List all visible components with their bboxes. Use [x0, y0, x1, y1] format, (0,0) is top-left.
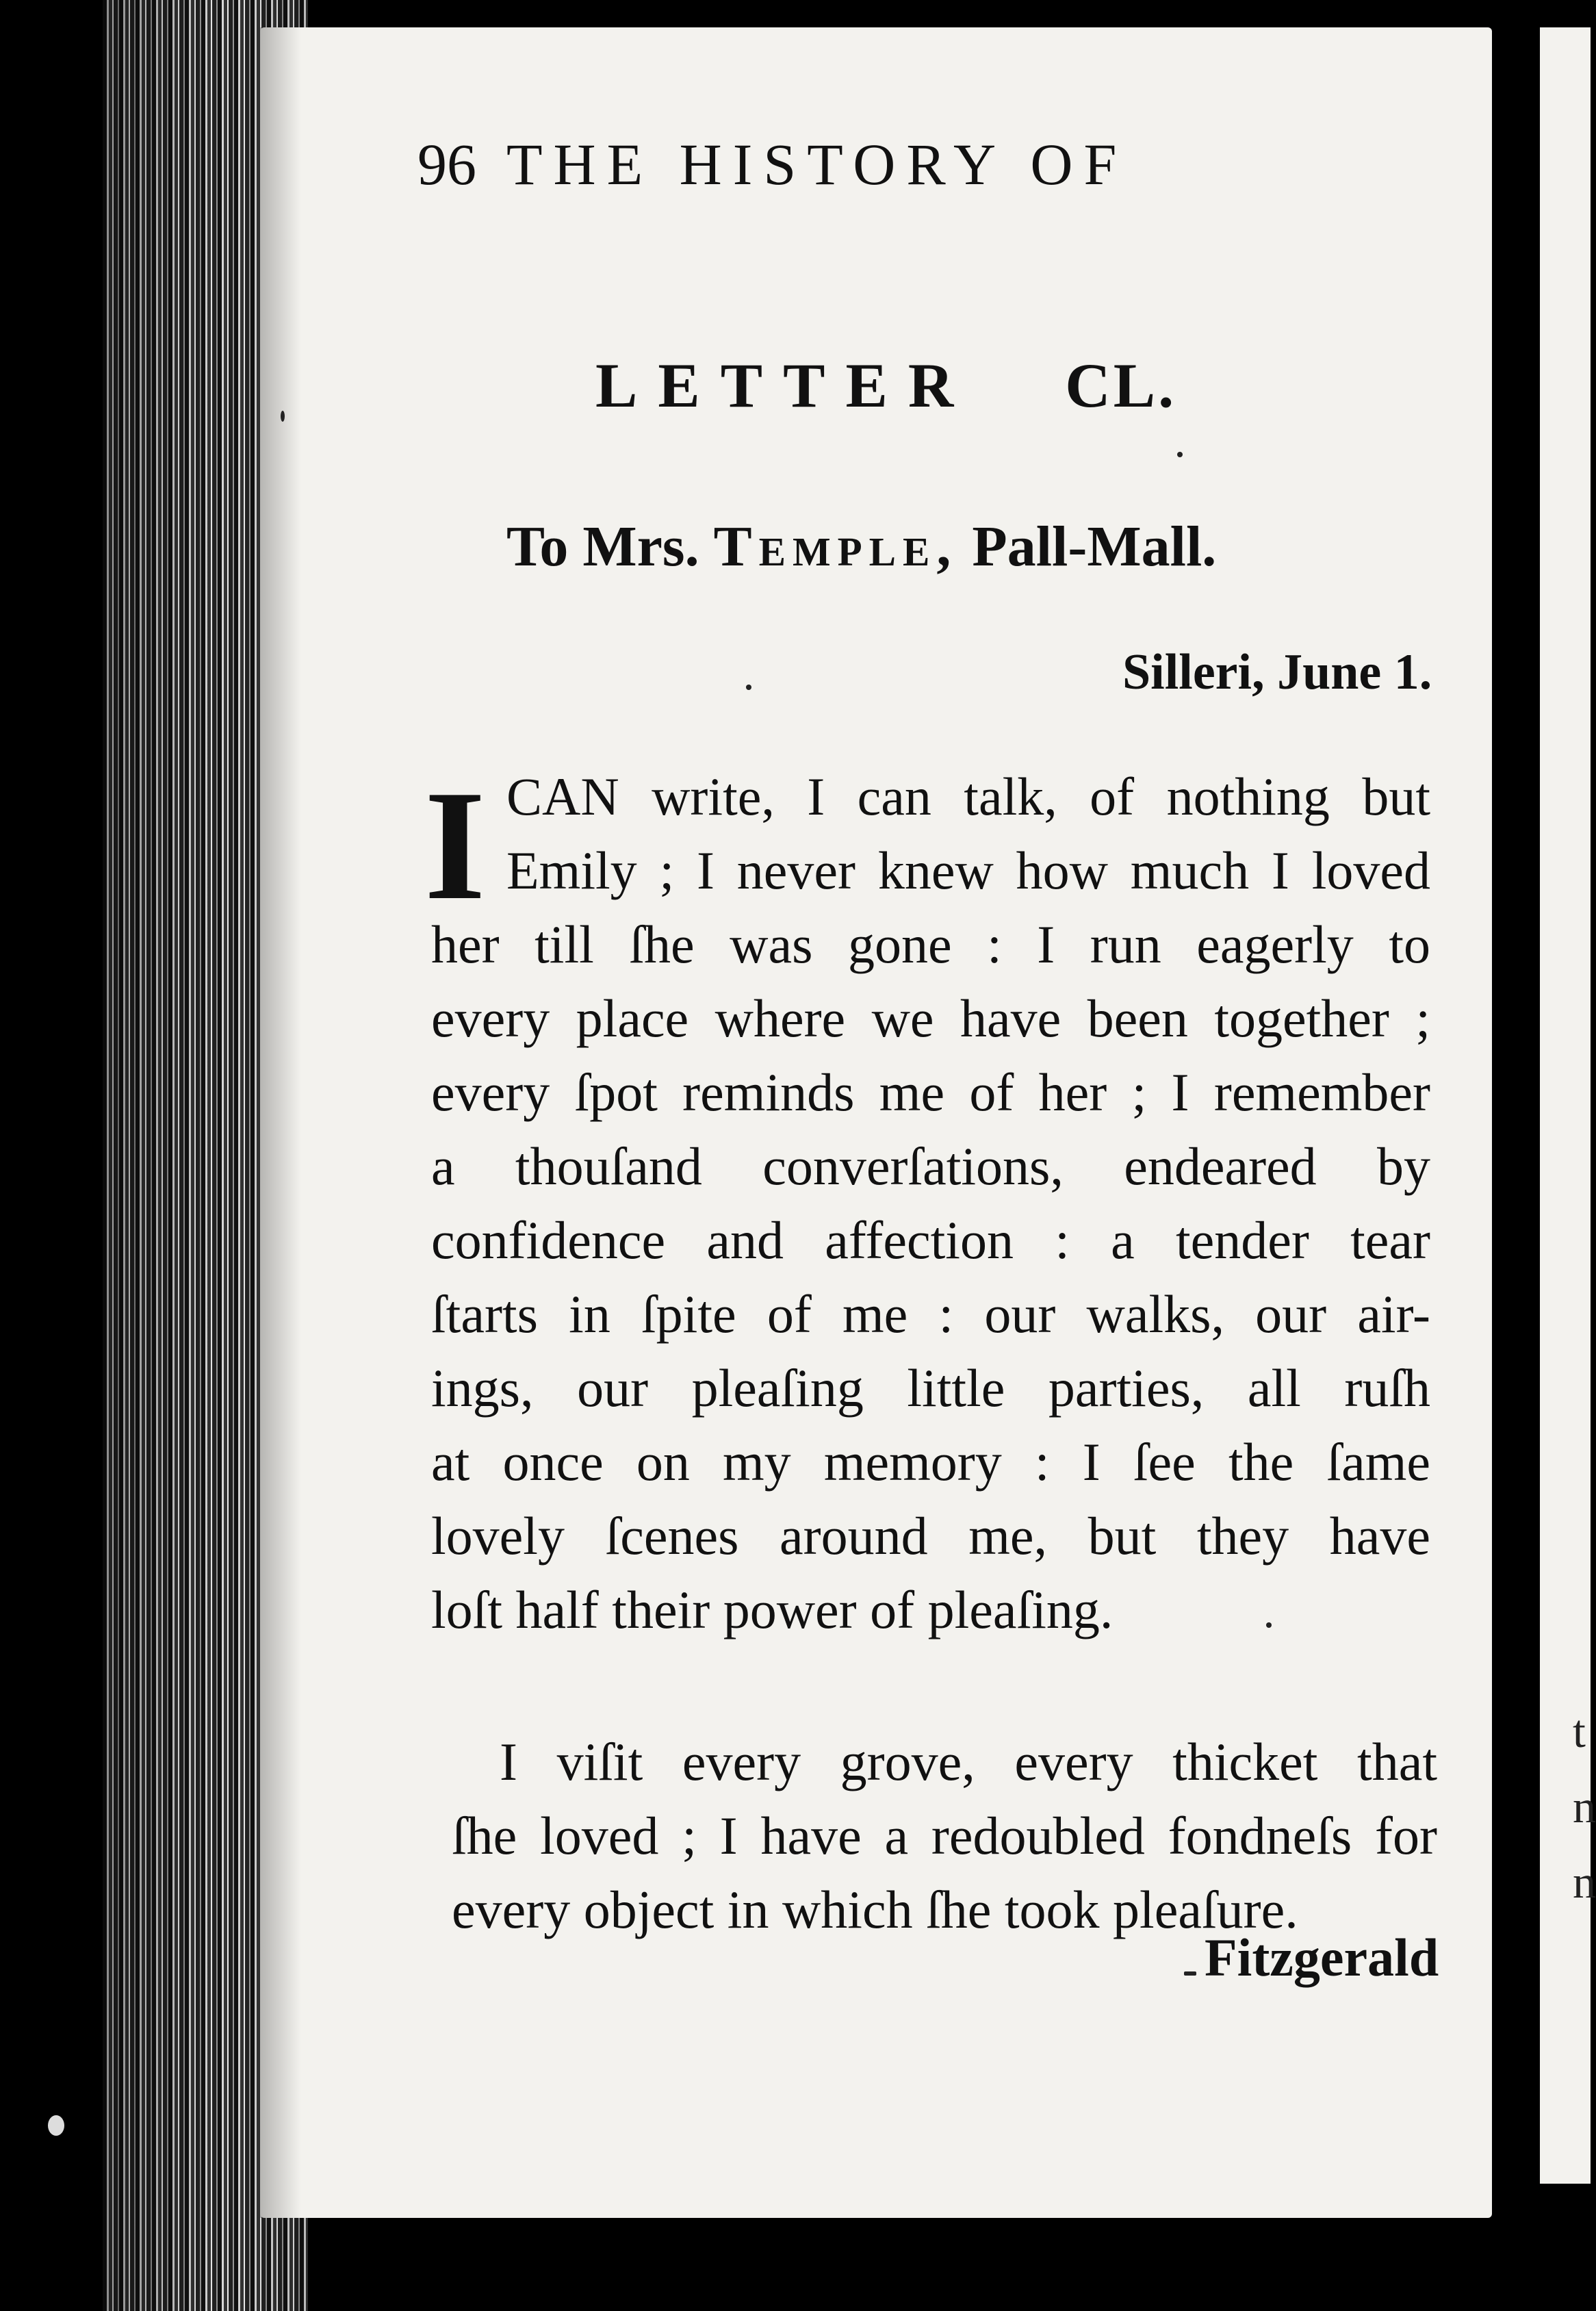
ink-speck — [1184, 1971, 1196, 1976]
text-line: every object in which ſhe took pleaſure. — [452, 1880, 1298, 1939]
drop-cap: I — [424, 758, 486, 932]
text-line: loſt half their power of pleaſing. — [431, 1580, 1114, 1639]
facing-page-fragment: n — [1573, 1856, 1596, 1908]
paragraph-2 — [452, 1725, 1437, 1947]
paper-flake — [48, 2115, 64, 2136]
ink-speck — [1266, 1622, 1272, 1628]
page-gutter-shadow — [260, 27, 301, 2218]
letter-heading — [595, 349, 1176, 422]
paragraph-1 — [431, 760, 1430, 1647]
running-header — [417, 130, 1287, 205]
address-place: Pall-Mall. — [972, 515, 1217, 578]
text-line: every place where we have been together ; — [431, 988, 1430, 1048]
ink-speck — [746, 685, 751, 690]
text-line: Emily ; I never knew how much I loved — [506, 841, 1430, 900]
text-line: ſtarts in ſpite of me : our walks, our air- — [431, 1284, 1430, 1344]
text-line: lovely ſcenes around me, but they have — [431, 1506, 1430, 1566]
text-line: CAN write, I can talk, of nothing but — [506, 767, 1430, 826]
text-line: every ſpot reminds me of her ; I remember — [431, 1062, 1430, 1122]
text-line: I viſit every grove, every thicket that — [500, 1732, 1437, 1791]
address-prefix: To Mrs. — [506, 515, 699, 578]
text-line: ings, our pleaſing little parties, all ruſh — [431, 1358, 1430, 1418]
signature: Fitzgerald — [1205, 1928, 1439, 1987]
facing-page-fragment: n — [1573, 1780, 1596, 1833]
text-line: a thouſand converſations, endeared by — [431, 1136, 1430, 1196]
letter-numeral: CL. — [1065, 350, 1177, 420]
page-number: 96 — [417, 131, 476, 197]
running-head-title: THE HISTORY OF — [506, 131, 1128, 197]
text-line: confidence and affection : a tender tear — [431, 1210, 1430, 1270]
facing-page-fragment: t — [1573, 1705, 1586, 1757]
letter-address — [506, 513, 1216, 580]
address-name: Temple, — [713, 515, 958, 578]
letter-dateline: Silleri, June 1. — [1122, 644, 1432, 700]
text-line: her till ſhe was gone : I run eagerly to — [431, 915, 1430, 974]
text-line: at once on my memory : I ſee the ſame — [431, 1432, 1430, 1492]
ink-speck — [281, 411, 285, 422]
text-line: ſhe loved ; I have a redoubled fondneſs for — [452, 1806, 1437, 1865]
ink-speck — [1177, 452, 1183, 457]
letter-word: LETTER — [595, 350, 975, 420]
